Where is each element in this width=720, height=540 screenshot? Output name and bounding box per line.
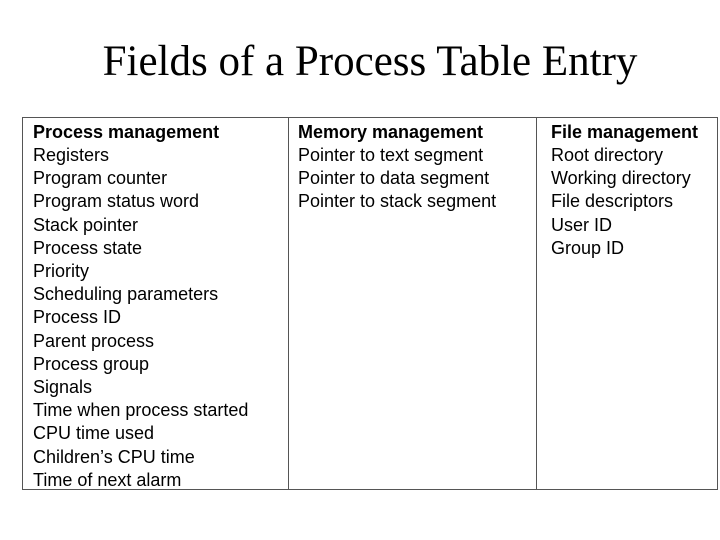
process-table bbox=[22, 117, 718, 490]
field-item: Children’s CPU time bbox=[33, 446, 195, 467]
field-item: Pointer to data segment bbox=[298, 168, 490, 189]
field-item: Process state bbox=[33, 237, 143, 258]
field-item: Pointer to stack segment bbox=[298, 191, 497, 212]
field-item: Program counter bbox=[33, 168, 168, 189]
field-item: Working directory bbox=[551, 168, 691, 189]
field-item: Process group bbox=[33, 353, 150, 374]
field-item: Scheduling parameters bbox=[33, 284, 219, 305]
field-item: Root directory bbox=[551, 145, 664, 165]
field-item: Pointer to text segment bbox=[298, 145, 484, 165]
field-item: User ID bbox=[551, 214, 613, 235]
field-item: Time when process started bbox=[33, 400, 249, 421]
column-header: File management bbox=[551, 122, 699, 142]
field-item: Group ID bbox=[551, 237, 625, 258]
memory-management-column bbox=[288, 118, 536, 489]
field-list bbox=[33, 144, 288, 489]
field-item: Signals bbox=[33, 377, 93, 398]
slide-title: Fields of a Process Table Entry bbox=[102, 38, 638, 85]
field-list bbox=[551, 144, 717, 260]
field-item: File descriptors bbox=[551, 191, 674, 212]
process-management-column bbox=[23, 118, 288, 489]
field-item: Program status word bbox=[33, 191, 200, 212]
column-header: Memory management bbox=[298, 122, 484, 142]
field-item: Parent process bbox=[33, 330, 155, 351]
field-item: Registers bbox=[33, 145, 110, 165]
file-management-column bbox=[536, 118, 717, 489]
field-item: Process ID bbox=[33, 307, 122, 328]
field-item: Stack pointer bbox=[33, 214, 139, 235]
field-list bbox=[298, 144, 536, 214]
field-item: CPU time used bbox=[33, 423, 155, 444]
column-header: Process management bbox=[33, 122, 220, 142]
field-item: Priority bbox=[33, 261, 90, 282]
field-item: Time of next alarm bbox=[33, 469, 182, 489]
